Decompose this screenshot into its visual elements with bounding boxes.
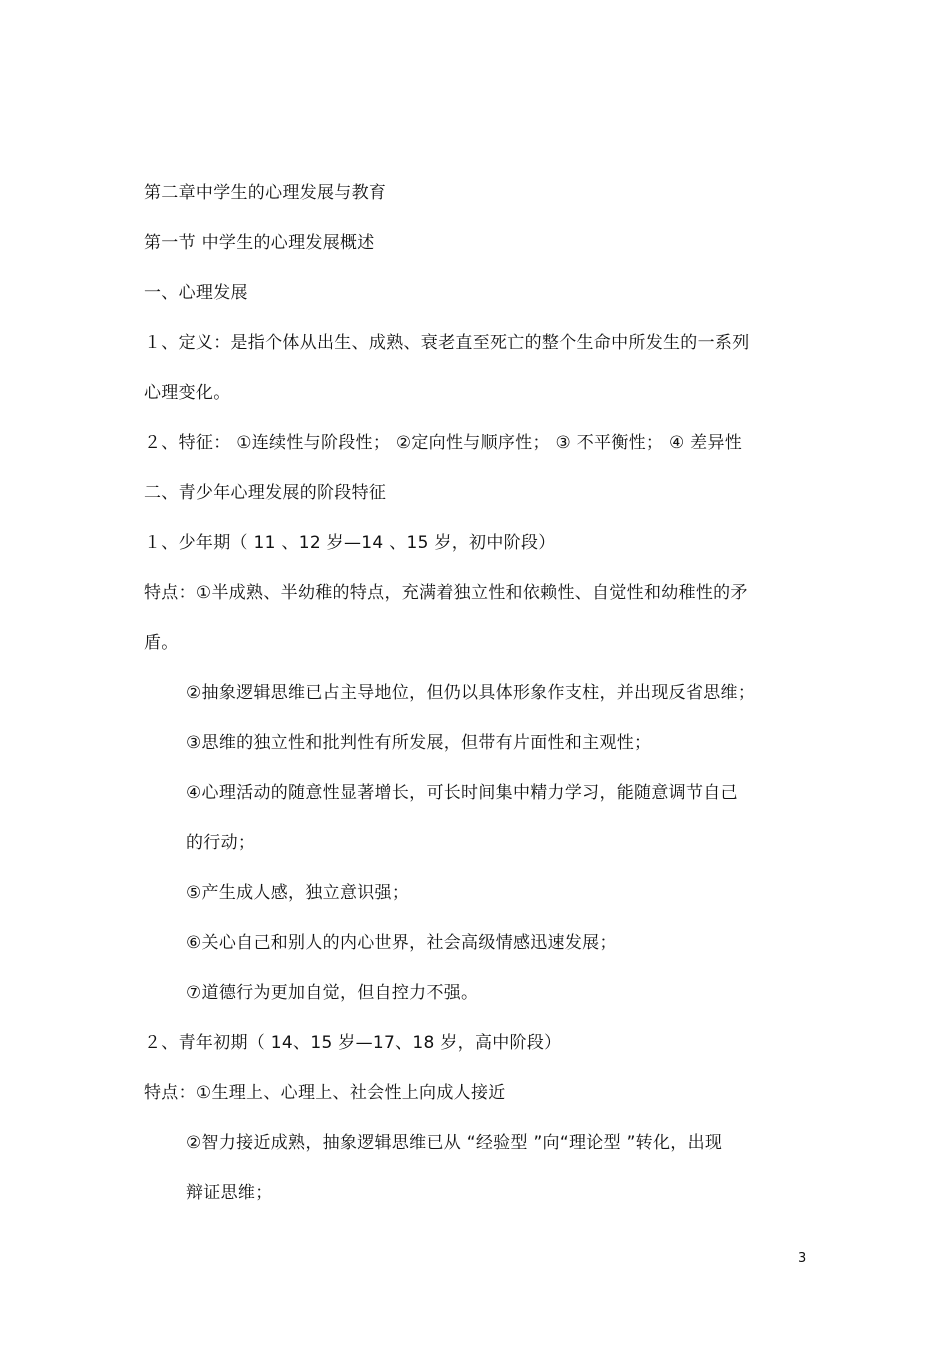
section-title: 第一节 中学生的心理发展概述	[144, 233, 375, 253]
juvenile-point-1: 特点：①半成熟、半幼稚的特点，充满着独立性和依赖性、自觉性和幼稚性的矛	[144, 583, 748, 603]
juvenile-point-7: ⑦道德行为更加自觉，但自控力不强。	[186, 983, 479, 1003]
definition-line-1: １、定义：是指个体从出生、成熟、衰老直至死亡的整个生命中所发生的一系列	[144, 333, 750, 353]
juvenile-point-2: ②抽象逻辑思维已占主导地位，但仍以具体形象作支柱，并出现反省思维；	[186, 683, 756, 703]
juvenile-point-3: ③思维的独立性和批判性有所发展，但带有片面性和主观性；	[186, 733, 652, 753]
juvenile-point-6: ⑥关心自己和别人的内心世界，社会高级情感迅速发展；	[186, 933, 617, 953]
heading-stage-characteristics: 二、青少年心理发展的阶段特征	[144, 483, 387, 503]
chapter-title: 第二章中学生的心理发展与教育	[144, 183, 387, 203]
juvenile-point-1-continued: 盾。	[144, 633, 179, 653]
juvenile-period-heading: １、少年期（ 11 、12 岁—14 、15 岁，初中阶段）	[144, 533, 556, 553]
juvenile-point-4: ④心理活动的随意性显著增长，可长时间集中精力学习，能随意调节自己	[186, 783, 738, 803]
page-number: 3	[798, 1251, 807, 1266]
definition-line-2: 心理变化。	[144, 383, 231, 403]
youth-point-2-continued: 辩证思维；	[186, 1183, 273, 1203]
juvenile-point-4-continued: 的行动；	[186, 833, 256, 853]
youth-point-2: ②智力接近成熟，抽象逻辑思维已从 “经验型 ”向“理论型 ”转化，出现	[186, 1133, 723, 1153]
youth-period-heading: ２、青年初期（ 14、15 岁—17、18 岁，高中阶段）	[144, 1033, 562, 1053]
heading-psychological-development: 一、心理发展	[144, 283, 248, 303]
youth-point-1: 特点：①生理上、心理上、社会性上向成人接近	[144, 1083, 506, 1103]
juvenile-point-5: ⑤产生成人感，独立意识强；	[186, 883, 410, 903]
features-line: ２、特征： ①连续性与阶段性； ②定向性与顺序性； ③ 不平衡性； ④ 差异性	[144, 433, 743, 453]
